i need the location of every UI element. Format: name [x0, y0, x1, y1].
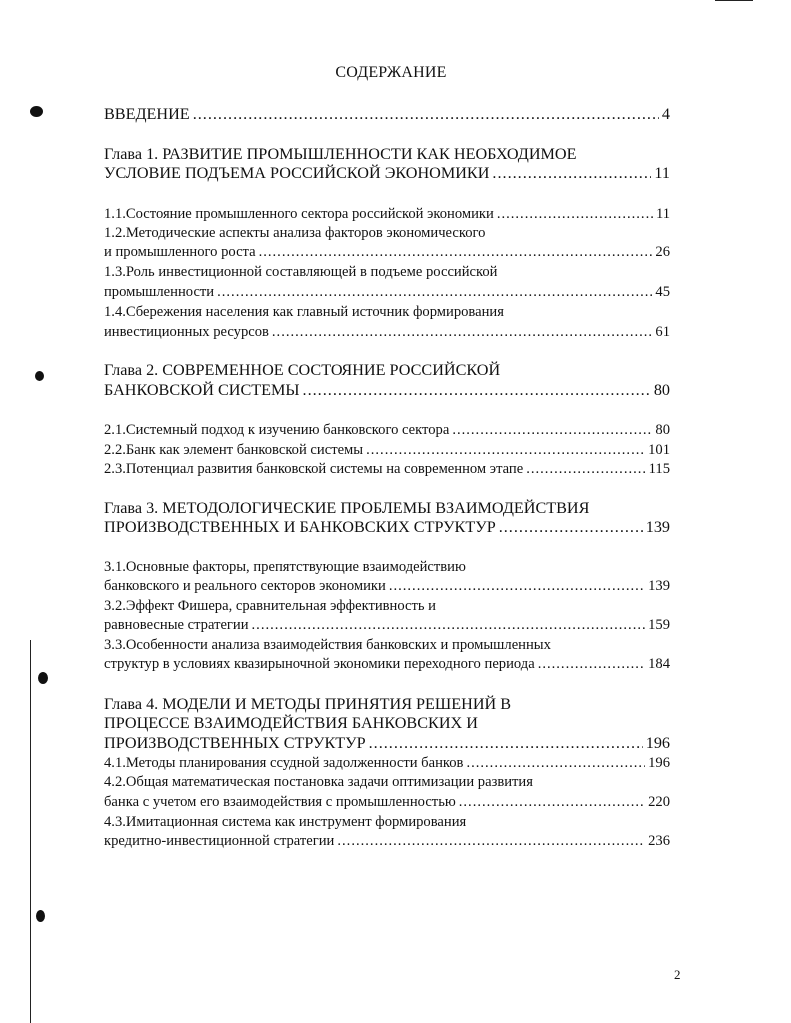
toc-entry: 3.1.Основные факторы, препятствующие взаимодействию	[104, 559, 466, 575]
toc-entry: УСЛОВИЕ ПОДЪЕМА РОССИЙСКОЙ ЭКОНОМИКИ ..... 11	[104, 163, 670, 183]
scan-edge-mark-top-right	[715, 0, 753, 1]
hole-punch-mark	[38, 672, 48, 684]
toc-entry: 4.1.Методы планирования ссудной задолженности банков ..... 196	[104, 753, 670, 773]
toc-entry: 4.3.Имитационная система как инструмент формирования	[104, 814, 467, 830]
toc-entry: банковского и реального секторов экономики ..... 139	[104, 576, 670, 596]
toc-entry: 1.4.Сбережения населения как главный источник формирования	[104, 304, 504, 320]
toc-entry: 3.3.Особенности анализа взаимодействия банковских и промышленных	[104, 637, 551, 653]
toc-entry: и промышленного роста ..... 26	[104, 242, 670, 262]
toc-entry: 2.3.Потенциал развития банковской системы на современном этапе ..... 115	[104, 459, 670, 479]
toc-entry: структур в условиях квазирыночной экономики переходного периода ..... 184	[104, 654, 670, 674]
toc-entry: Глава 1. РАЗВИТИЕ ПРОМЫШЛЕННОСТИ КАК НЕОБХОДИМОЕ	[104, 145, 577, 163]
toc-entry: Глава 4. МОДЕЛИ И МЕТОДЫ ПРИНЯТИЯ РЕШЕНИЙ В	[104, 695, 512, 713]
scan-edge-line	[30, 640, 31, 1023]
toc-entry: 1.3.Роль инвестиционной составляющей в подъеме российской	[104, 264, 498, 280]
toc-entry: Глава 3. МЕТОДОЛОГИЧЕСКИЕ ПРОБЛЕМЫ ВЗАИМОДЕЙСТВИЯ	[104, 499, 590, 517]
hole-punch-mark	[35, 371, 44, 381]
toc-entry: ПРОИЗВОДСТВЕННЫХ И БАНКОВСКИХ СТРУКТУР ..... 139	[104, 517, 670, 537]
toc-entry: Глава 2. СОВРЕМЕННОЕ СОСТОЯНИЕ РОССИЙСКОЙ	[104, 361, 501, 379]
toc-entry: БАНКОВСКОЙ СИСТЕМЫ ..... 80	[104, 380, 670, 400]
toc-entry: 2.1.Системный подход к изучению банковского сектора ..... 80	[104, 420, 670, 440]
toc-entry: 1.1.Состояние промышленного сектора российской экономики ..... 11	[104, 204, 670, 224]
toc-title: СОДЕРЖАНИЕ	[335, 64, 447, 81]
toc-entry: ПРОИЗВОДСТВЕННЫХ СТРУКТУР ..... 196	[104, 733, 670, 753]
toc-entry: банка с учетом его взаимодействия с промышленностью ..... 220	[104, 792, 670, 812]
toc-entry: промышленности ..... 45	[104, 282, 670, 302]
toc-entry: ВВЕДЕНИЕ ..... 4	[104, 104, 670, 124]
hole-punch-mark	[36, 910, 45, 922]
toc-entry: равновесные стратегии ..... 159	[104, 615, 670, 635]
hole-punch-mark	[30, 106, 43, 117]
toc-entry: инвестиционных ресурсов ..... 61	[104, 322, 670, 342]
toc-entry: 3.2.Эффект Фишера, сравнительная эффективность и	[104, 598, 436, 614]
toc-entry: ПРОЦЕССЕ ВЗАИМОДЕЙСТВИЯ БАНКОВСКИХ И	[104, 714, 478, 732]
toc-entry: кредитно-инвестиционной стратегии ..... 236	[104, 831, 670, 851]
toc-entry: 4.2.Общая математическая постановка задачи оптимизации развития	[104, 774, 533, 790]
toc-entry: 1.2.Методические аспекты анализа факторов экономического	[104, 225, 486, 241]
page-number: 2	[674, 967, 681, 982]
toc-entry: 2.2.Банк как элемент банковской системы ..... 101	[104, 440, 670, 460]
